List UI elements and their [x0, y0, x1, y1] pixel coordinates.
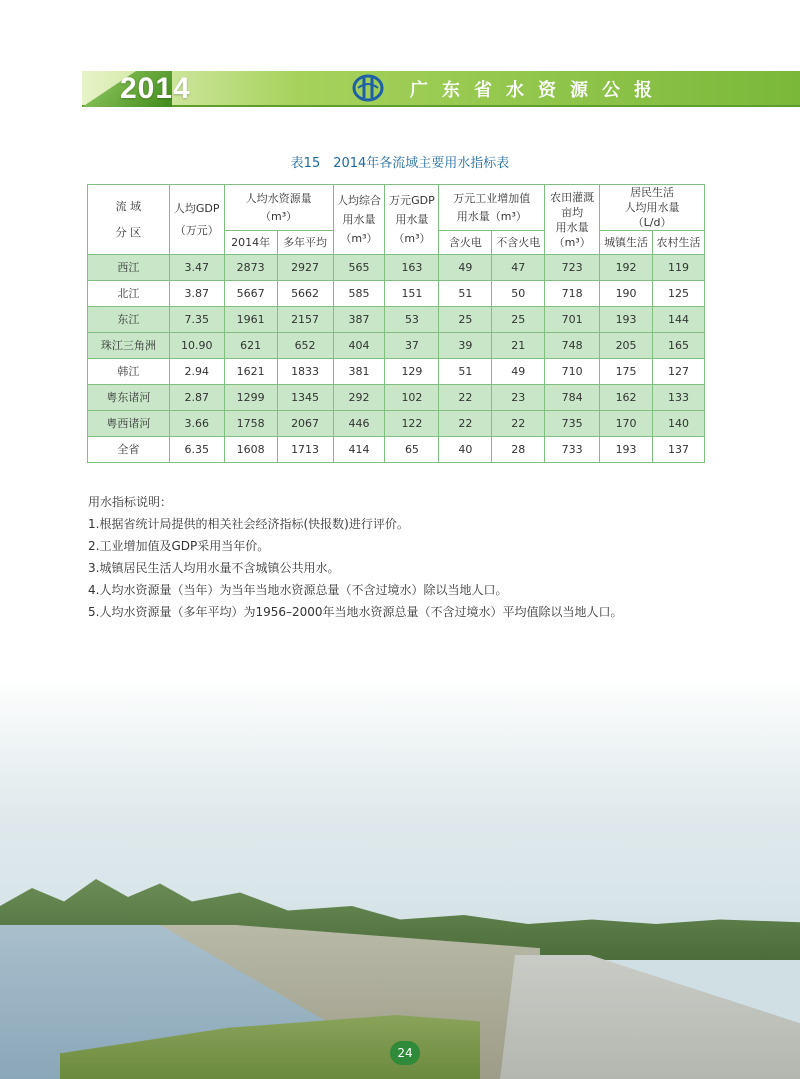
header-comprehensive: 人均综合 用水量 （m³） [333, 185, 385, 255]
water-use-indicator-table [87, 184, 705, 463]
cell-paddy: 723 [545, 255, 600, 281]
header-industrial-nofire: 不含火电 [492, 231, 545, 255]
header-paddy: 农田灌溉 亩均 用水量 （m³） [545, 185, 600, 255]
header-basin: 流 域 分 区 [88, 185, 170, 255]
cell-basin: 西江 [88, 255, 170, 281]
cell-rural: 133 [653, 385, 705, 411]
cell-res-2014: 1758 [224, 411, 277, 437]
table-row [88, 437, 705, 463]
cell-gdp-water: 102 [385, 385, 439, 411]
reservoir-photo [0, 675, 800, 1079]
cell-gdp-water: 163 [385, 255, 439, 281]
cell-comp: 404 [333, 333, 385, 359]
cell-comp: 387 [333, 307, 385, 333]
cell-ind-nofire: 28 [492, 437, 545, 463]
cell-ind-nofire: 25 [492, 307, 545, 333]
cell-res-avg: 1833 [277, 359, 333, 385]
cell-comp: 585 [333, 281, 385, 307]
cell-urban: 193 [600, 307, 653, 333]
cell-res-2014: 621 [224, 333, 277, 359]
cell-comp: 565 [333, 255, 385, 281]
cell-basin: 全省 [88, 437, 170, 463]
cell-res-2014: 5667 [224, 281, 277, 307]
cell-urban: 192 [600, 255, 653, 281]
cell-res-avg: 2157 [277, 307, 333, 333]
cell-comp: 446 [333, 411, 385, 437]
cell-res-2014: 1608 [224, 437, 277, 463]
cell-rural: 137 [653, 437, 705, 463]
cell-urban: 205 [600, 333, 653, 359]
cell-comp: 381 [333, 359, 385, 385]
cell-ind-fire: 22 [439, 385, 492, 411]
cell-res-avg: 2927 [277, 255, 333, 281]
water-logo-icon [352, 74, 384, 102]
cell-rural: 165 [653, 333, 705, 359]
cell-rural: 144 [653, 307, 705, 333]
cell-gdp-water: 65 [385, 437, 439, 463]
cell-paddy: 784 [545, 385, 600, 411]
cell-basin: 韩江 [88, 359, 170, 385]
table-row [88, 255, 705, 281]
cell-basin: 东江 [88, 307, 170, 333]
cell-urban: 193 [600, 437, 653, 463]
cell-gdp: 2.94 [169, 359, 224, 385]
cell-basin: 珠江三角洲 [88, 333, 170, 359]
cell-gdp: 10.90 [169, 333, 224, 359]
header-water-resource-avg: 多年平均 [277, 231, 333, 255]
cell-urban: 190 [600, 281, 653, 307]
cell-res-2014: 1961 [224, 307, 277, 333]
cell-comp: 292 [333, 385, 385, 411]
header-industrial: 万元工业增加值 用水量（m³） [439, 185, 545, 231]
cell-paddy: 735 [545, 411, 600, 437]
table-row [88, 385, 705, 411]
cell-paddy: 748 [545, 333, 600, 359]
cell-gdp-water: 53 [385, 307, 439, 333]
header-gdp: 人均GDP （万元） [169, 185, 224, 255]
table-row [88, 333, 705, 359]
table-row [88, 411, 705, 437]
cell-ind-fire: 40 [439, 437, 492, 463]
header-water-resource-2014: 2014年 [224, 231, 277, 255]
cell-gdp-water: 151 [385, 281, 439, 307]
cell-basin: 北江 [88, 281, 170, 307]
note-item: 5.人均水资源量（多年平均）为1956–2000年当地水资源总量（不含过境水）平均值除以当地人口。 [88, 605, 623, 619]
cell-ind-fire: 49 [439, 255, 492, 281]
table-row [88, 307, 705, 333]
cell-gdp: 3.66 [169, 411, 224, 437]
table-caption: 表15 2014年各流域主要用水指标表 [290, 156, 510, 171]
cell-gdp: 3.47 [169, 255, 224, 281]
page-number: 24 [390, 1041, 420, 1065]
header-gdp-water: 万元GDP 用水量 （m³） [385, 185, 439, 255]
cell-rural: 140 [653, 411, 705, 437]
cell-urban: 162 [600, 385, 653, 411]
cell-rural: 125 [653, 281, 705, 307]
cell-rural: 127 [653, 359, 705, 385]
cell-ind-nofire: 23 [492, 385, 545, 411]
cell-gdp: 2.87 [169, 385, 224, 411]
header-resident: 居民生活 人均用水量 （L/d） [600, 185, 705, 231]
note-item: 2.工业增加值及GDP采用当年价。 [88, 539, 270, 553]
cell-gdp: 6.35 [169, 437, 224, 463]
cell-ind-nofire: 50 [492, 281, 545, 307]
cell-comp: 414 [333, 437, 385, 463]
cell-gdp: 3.87 [169, 281, 224, 307]
cell-paddy: 718 [545, 281, 600, 307]
cell-ind-nofire: 21 [492, 333, 545, 359]
dam-road [500, 955, 800, 1079]
cell-res-2014: 2873 [224, 255, 277, 281]
cell-paddy: 733 [545, 437, 600, 463]
note-item: 1.根据省统计局提供的相关社会经济指标(快报数)进行评价。 [88, 517, 409, 531]
report-title: 广东省水资源公报 [410, 80, 666, 101]
report-year: 2014 [120, 72, 191, 105]
cell-ind-fire: 51 [439, 281, 492, 307]
cell-ind-fire: 25 [439, 307, 492, 333]
cell-urban: 175 [600, 359, 653, 385]
cell-paddy: 701 [545, 307, 600, 333]
cell-ind-fire: 39 [439, 333, 492, 359]
cell-res-2014: 1621 [224, 359, 277, 385]
cell-ind-fire: 22 [439, 411, 492, 437]
header-water-resource: 人均水资源量 （m³） [224, 185, 333, 231]
cell-res-avg: 2067 [277, 411, 333, 437]
cell-res-avg: 1713 [277, 437, 333, 463]
cell-paddy: 710 [545, 359, 600, 385]
header-industrial-fire: 含火电 [439, 231, 492, 255]
table-row [88, 359, 705, 385]
cell-ind-nofire: 22 [492, 411, 545, 437]
table-row [88, 281, 705, 307]
cell-res-2014: 1299 [224, 385, 277, 411]
cell-ind-nofire: 47 [492, 255, 545, 281]
notes-title: 用水指标说明： [88, 495, 173, 509]
cell-basin: 粤西诸河 [88, 411, 170, 437]
header-resident-rural: 农村生活 [653, 231, 705, 255]
cell-ind-nofire: 49 [492, 359, 545, 385]
cell-gdp-water: 37 [385, 333, 439, 359]
cell-ind-fire: 51 [439, 359, 492, 385]
cell-res-avg: 5662 [277, 281, 333, 307]
cell-rural: 119 [653, 255, 705, 281]
cell-urban: 170 [600, 411, 653, 437]
note-item: 3.城镇居民生活人均用水量不含城镇公共用水。 [88, 561, 340, 575]
cell-gdp-water: 122 [385, 411, 439, 437]
cell-res-avg: 652 [277, 333, 333, 359]
indicator-notes [88, 491, 623, 623]
cell-gdp: 7.35 [169, 307, 224, 333]
note-item: 4.人均水资源量（当年）为当年当地水资源总量（不含过境水）除以当地人口。 [88, 583, 508, 597]
cell-basin: 粤东诸河 [88, 385, 170, 411]
header-resident-urban: 城镇生活 [600, 231, 653, 255]
cell-gdp-water: 129 [385, 359, 439, 385]
cell-res-avg: 1345 [277, 385, 333, 411]
